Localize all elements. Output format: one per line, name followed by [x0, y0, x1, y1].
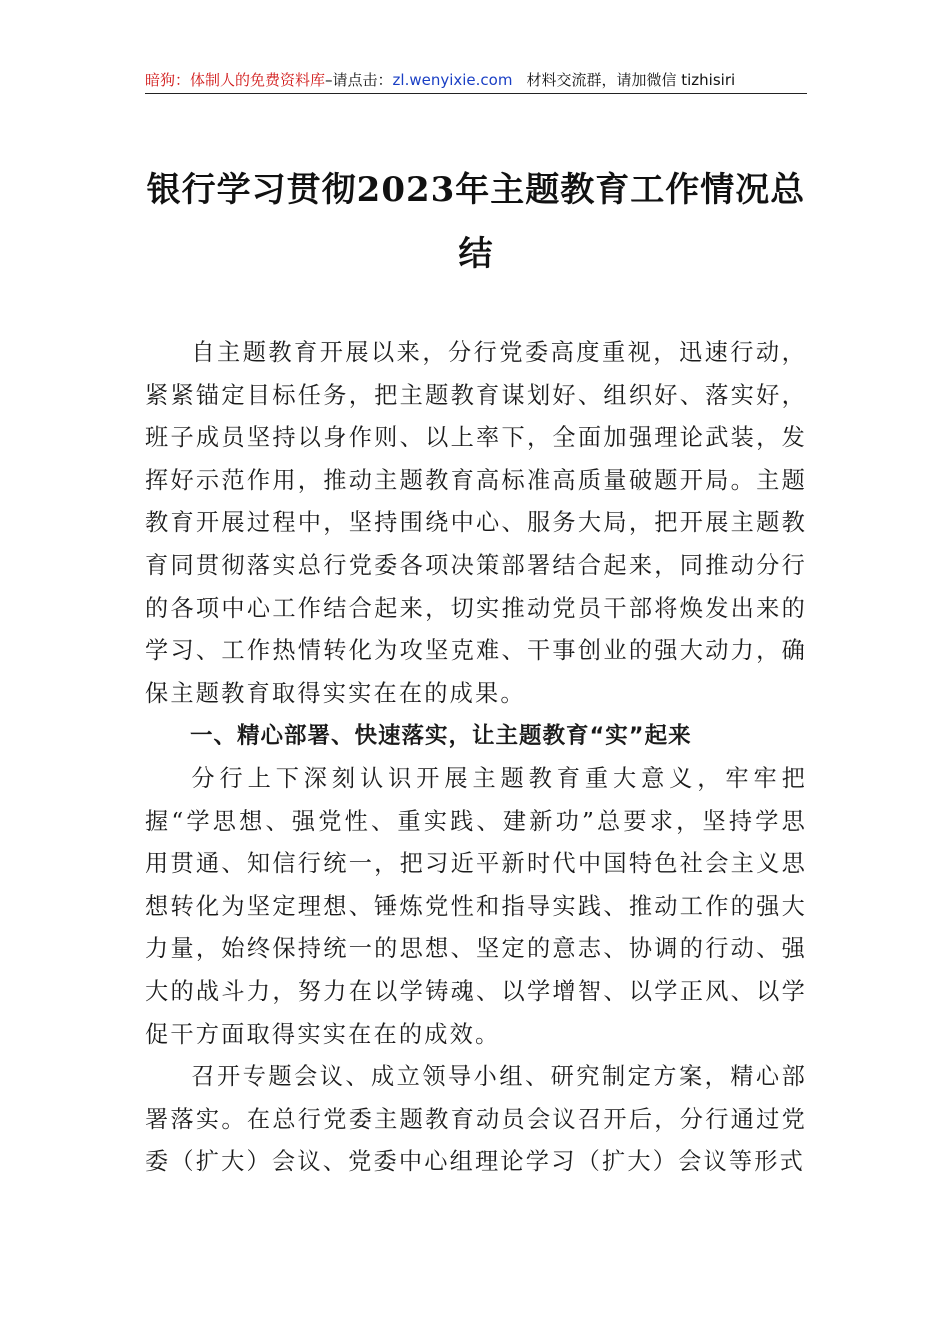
document-body	[145, 332, 807, 1184]
paragraph-section1-a: 分行上下深刻认识开展主题教育重大意义，牢牢把握“学思想、强党性、重实践、建新功”总要求，坚持学思用贯通、知信行统一，把习近平新时代中国特色社会主义思想转化为坚定理想、锤炼党性和指导实践、推动工作的强大力量，始终保持统一的思想、坚定的意志、协调的行动、强大的战斗力，努力在以学铸魂、以学增智、以学正风、以学促干方面取得实实在在的成效。	[145, 764, 807, 1048]
header-brand: 暗狗：体制人的免费资料库	[145, 71, 326, 89]
header-wechat-note: 材料交流群，请加微信 tizhisiri	[526, 71, 736, 89]
paragraph-intro: 自主题教育开展以来，分行党委高度重视，迅速行动，紧紧锚定目标任务，把主题教育谋划好、组织好、落实好，班子成员坚持以身作则、以上率下，全面加强理论武装，发挥好示范作用，推动主题教育高标准高质量破题开局。主题教育开展过程中，坚持围绕中心、服务大局，把开展主题教育同贯彻落实总行党委各项决策部署结合起来，同推动分行的各项中心工作结合起来，切实推动党员干部将焕发出来的学习、工作热情转化为攻坚克难、干事创业的强大动力，确保主题教育取得实实在在的成果。	[145, 339, 807, 707]
header-banner	[145, 70, 807, 90]
header-separator: –请点击：	[325, 71, 393, 89]
paragraph-section1-b: 召开专题会议、成立领导小组、研究制定方案，精心部署落实。在总行党委主题教育动员会议召开后，分行通过党委（扩大）会议、党委中心组理论学习（扩大）会议等形式	[145, 1063, 807, 1176]
document-title	[145, 158, 807, 286]
title-line-1: 银行学习贯彻2023年主题教育工作情况总	[146, 170, 806, 210]
section-heading-1: 一、精心部署、快速落实，让主题教育“实”起来	[190, 723, 692, 750]
header-url-link[interactable]: zl.wenyixie.com	[392, 71, 513, 89]
header-divider	[145, 93, 807, 94]
title-line-2: 结	[458, 234, 494, 274]
